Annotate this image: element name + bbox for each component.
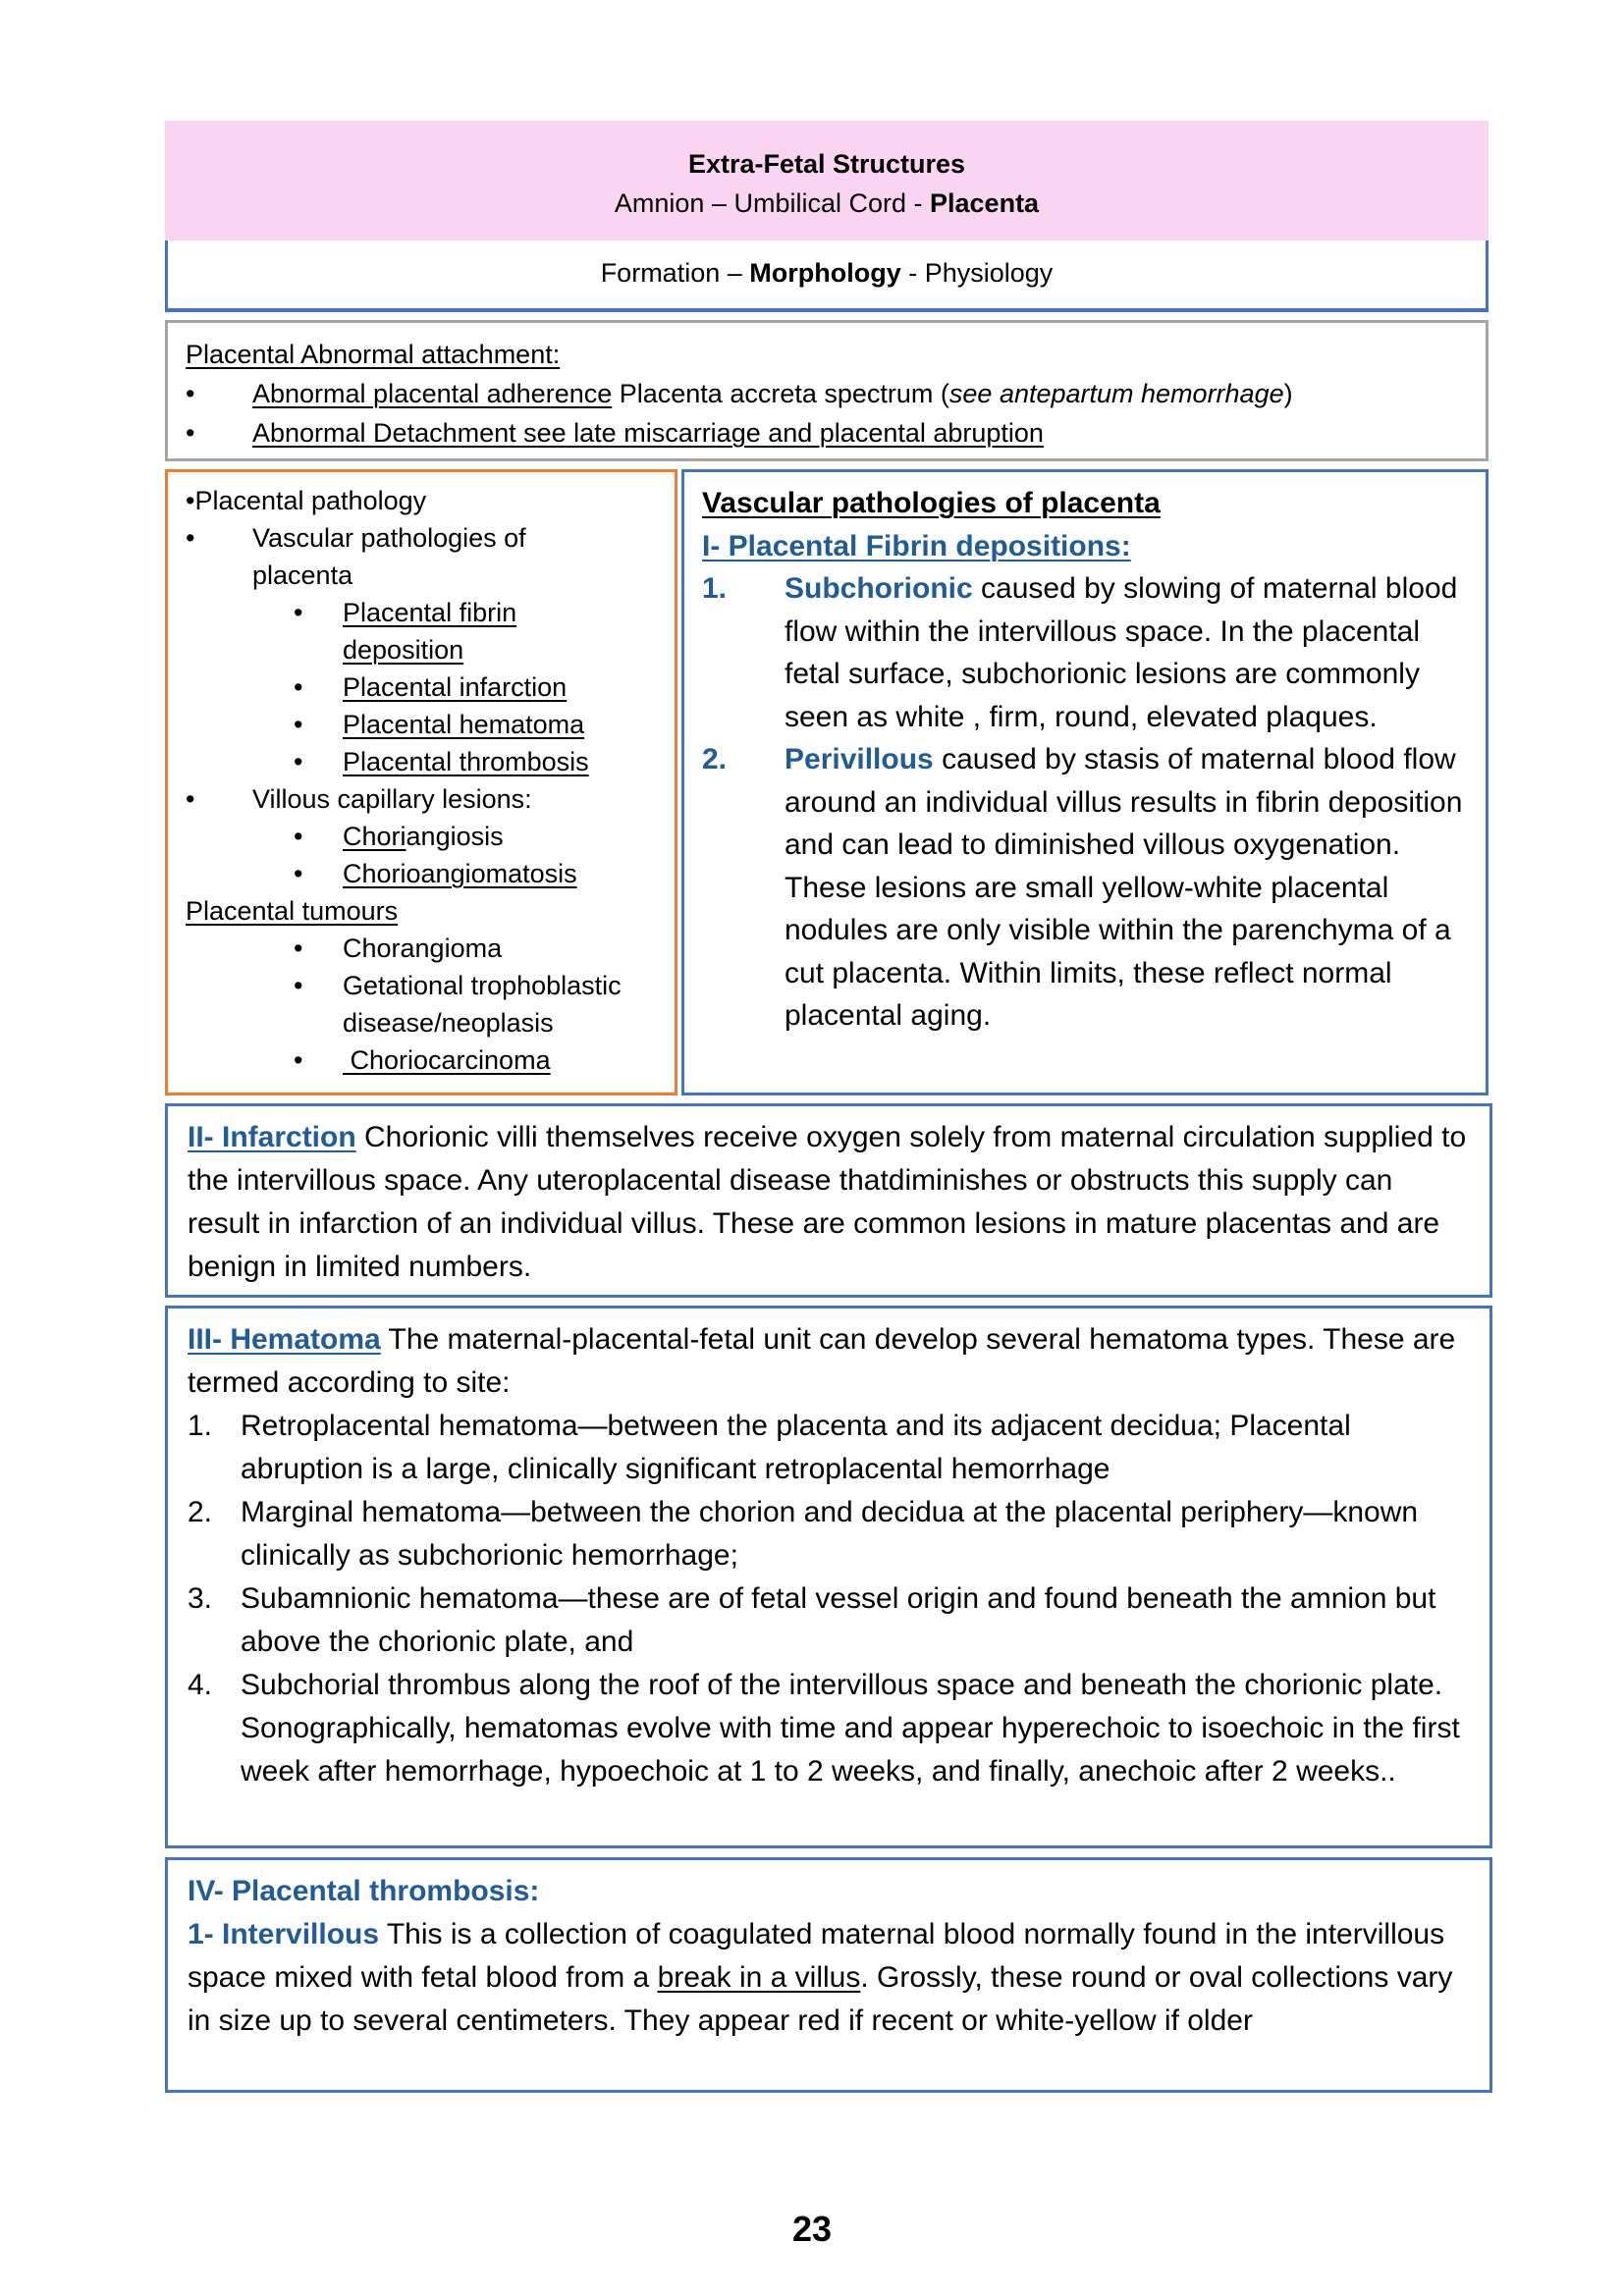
hematoma-intro: The maternal-placental-fetal unit can develop several hematoma types. These are termed according to site: — [188, 1323, 1456, 1399]
bullet-icon: • — [186, 784, 195, 814]
numbered-item — [188, 1577, 1470, 1664]
subtitle-emphasis: Placenta — [930, 188, 1040, 218]
thrombosis-box — [165, 1857, 1492, 2093]
outline-subitem — [186, 967, 657, 1041]
item-number: 3. — [188, 1582, 213, 1615]
bullet-icon: • — [294, 822, 303, 851]
item-number: 1. — [188, 1410, 213, 1442]
item-italic: see antepartum hemorrhage — [948, 379, 1284, 408]
link-thrombosis[interactable]: Placental thrombosis — [343, 747, 589, 776]
bullet-icon: • — [186, 418, 195, 448]
thrombosis-text-end: . Grossly, these round or oval collections vary in size up to several centimeters. They appear red if recent or white-yellow if older — [188, 1961, 1453, 2037]
abnormal-detachment-link[interactable]: Abnormal Detachment see late miscarriage and placental abruption — [252, 418, 1044, 448]
numbered-item — [188, 1491, 1470, 1577]
outline-subitem[interactable] — [186, 668, 657, 706]
numbered-item — [702, 567, 1468, 738]
item-end: ) — [1283, 379, 1293, 408]
item-rest: angiosis — [406, 822, 504, 851]
link-fibrin-deposition[interactable]: Placental fibrin deposition — [343, 598, 517, 665]
chapter-title: Extra-Fetal Structures — [687, 149, 966, 179]
link-infarction[interactable]: Placental infarction — [343, 672, 568, 702]
item-number: 4. — [188, 1669, 213, 1701]
link-chorioangiomatosis[interactable]: Chorioangiomatosis — [343, 859, 577, 888]
term-perivillous: Perivillous — [785, 743, 934, 775]
intervillous-heading: 1- Intervillous — [188, 1918, 380, 1950]
bullet-icon: • — [186, 379, 195, 408]
outline-subitem — [186, 930, 657, 967]
bullet-icon: • — [294, 1045, 303, 1075]
thrombosis-heading: IV- Placental thrombosis: — [188, 1875, 540, 1907]
bullet-icon: • — [294, 934, 303, 963]
infarction-box — [165, 1103, 1492, 1298]
term-subchorionic: Subchorionic — [785, 572, 973, 605]
chapter-subtitle — [165, 184, 1489, 223]
bullet-icon: • — [294, 598, 303, 627]
hematoma-heading: III- Hematoma — [188, 1323, 381, 1356]
infarction-heading: II- Infarction — [188, 1121, 356, 1153]
item-text: Retroplacental hematoma—between the placenta and its adjacent decidua; Placental abruption is a large, clinically significant retroplacental hemorrhage — [241, 1410, 1351, 1485]
outline-subitem[interactable] — [186, 1041, 657, 1079]
bullet-icon: • — [294, 971, 303, 1000]
item-number: 1. — [702, 572, 728, 605]
abnormal-attachment-box — [165, 320, 1489, 461]
break-in-villus-link[interactable]: break in a villus — [657, 1961, 861, 1994]
page-number: 23 — [791, 2209, 833, 2249]
outline-tumours[interactable]: Placental tumours — [186, 896, 399, 926]
item-number: 2. — [702, 743, 728, 775]
item-text: Subamnionic hematoma—these are of fetal vessel origin and found beneath the amnion but above the chorionic plate, and — [241, 1582, 1436, 1658]
attachment-title: Placental Abnormal attachment: — [186, 340, 561, 369]
nav-physiology: - Physiology — [900, 258, 1054, 288]
chapter-header — [165, 121, 1489, 240]
link-choriocarcinoma[interactable]: Choriocarcinoma — [343, 1045, 551, 1075]
outline-vascular: Vascular pathologies of placenta — [252, 523, 526, 590]
list-item — [186, 413, 1468, 453]
pathology-outline-box — [165, 469, 677, 1095]
vascular-title: Vascular pathologies of placenta — [702, 487, 1161, 519]
item-text: caused by stasis of maternal blood flow around an individual villus results in fibrin deposition and can lead to diminished villous oxygenation. These lesions are small yellow-white placental nodules are only visible within the parenchyma of a cut placenta. Within limits, these reflect normal placental aging. — [785, 743, 1463, 1032]
link-choriangiosis[interactable]: Chori — [343, 822, 406, 851]
outline-subitem[interactable] — [186, 818, 657, 855]
infarction-text: Chorionic villi themselves receive oxygen solely from maternal circulation supplied to the intervillous space. Any uteroplacental disease thatdiminishes or obstructs this supply can result in infarction of an individual villus. These are common lesions in mature placentas and are benign in limited numbers. — [188, 1121, 1467, 1283]
nav-formation: Formation – — [600, 258, 750, 288]
item-gtd: Getational trophoblastic disease/neoplasis — [343, 971, 622, 1038]
outline-subitem[interactable] — [186, 706, 657, 743]
outline-item — [186, 519, 657, 594]
numbered-item — [188, 1405, 1470, 1491]
bullet-icon: • — [294, 672, 303, 702]
nav-morphology: Morphology — [749, 258, 901, 288]
outline-root: •Placental pathology — [186, 486, 427, 515]
outline-subitem[interactable] — [186, 855, 657, 892]
outline-subitem[interactable] — [186, 743, 657, 780]
numbered-item — [702, 738, 1468, 1038]
section-nav — [165, 240, 1489, 312]
item-text: caused by slowing of maternal blood flow within the intervillous space. In the placental fetal surface, subchorionic lesions are commonly seen as white , firm, round, elevated plaques. — [785, 572, 1458, 733]
abnormal-adherence-link[interactable]: Abnormal placental adherence — [252, 379, 613, 408]
bullet-icon: • — [294, 710, 303, 739]
item-chorangioma: Chorangioma — [343, 934, 503, 963]
section-fibrin-heading: I- Placental Fibrin depositions: — [702, 529, 1131, 562]
item-text: Subchorial thrombus along the roof of the intervillous space and beneath the chorionic plate. Sonographically, hematomas evolve with time and appear hyperechoic to isoechoic in the first week after hemorrhage, hypoechoic at 1 to 2 weeks, and finally, anechoic after 2 weeks.. — [241, 1669, 1460, 1788]
bullet-icon: • — [294, 859, 303, 888]
link-hematoma[interactable]: Placental hematoma — [343, 710, 585, 739]
bullet-icon: • — [294, 747, 303, 776]
list-item — [186, 374, 1468, 413]
bullet-icon: • — [186, 523, 195, 553]
outline-item — [186, 780, 657, 818]
item-text: Placenta accreta spectrum ( — [612, 379, 949, 408]
hematoma-box — [165, 1306, 1492, 1848]
item-text: Marginal hematoma—between the chorion and decidua at the placental periphery—known clinically as subchorionic hemorrhage; — [241, 1496, 1419, 1572]
item-number: 2. — [188, 1496, 213, 1528]
outline-subitem[interactable] — [186, 594, 657, 668]
numbered-item — [188, 1664, 1470, 1793]
vascular-pathologies-box — [681, 469, 1489, 1095]
subtitle-text: Amnion – Umbilical Cord - — [614, 188, 931, 218]
outline-villous: Villous capillary lesions: — [252, 784, 532, 814]
thrombosis-text: This is a collection of coagulated maternal blood normally found in the intervillous space mixed with fetal blood from a — [188, 1918, 1445, 1994]
